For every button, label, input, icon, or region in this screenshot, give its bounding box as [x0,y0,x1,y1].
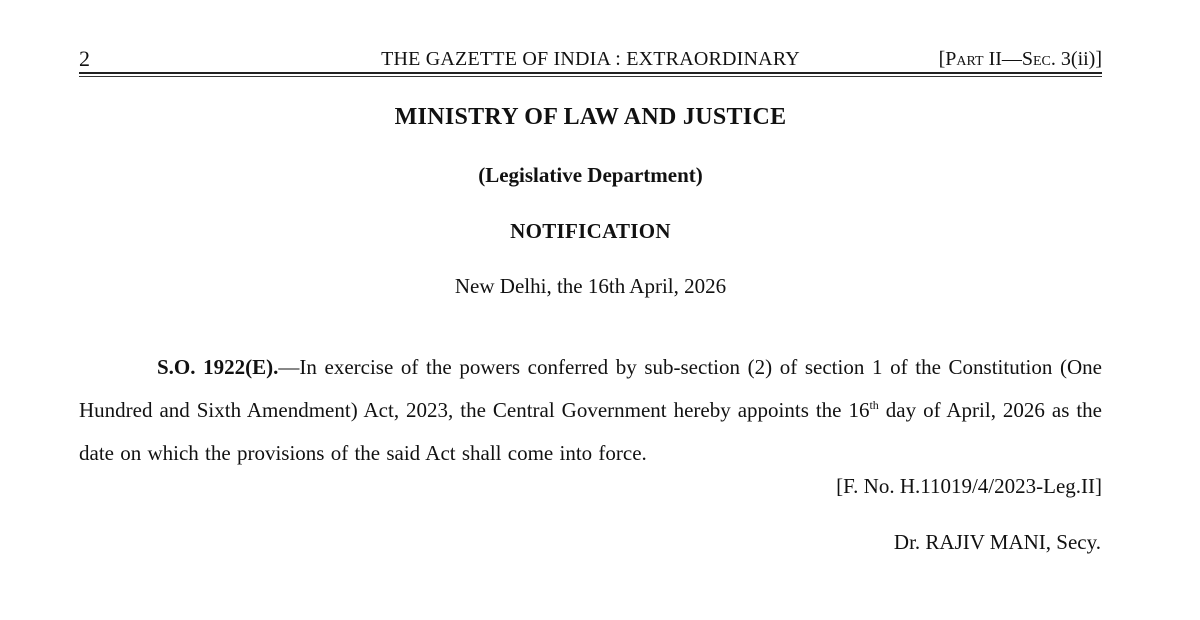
order-reference: S.O. 1922(E). [157,355,279,379]
ministry-heading: MINISTRY OF LAW AND JUSTICE [394,104,787,130]
ordinal-suffix: th [869,398,879,412]
place-date: New Delhi, the 16th April, 2026 [454,274,727,298]
body-text-part2: day of April, 2026 as the date on which the provisions of the said Act shall come into force. [79,398,1103,465]
signatory: Dr. RAJIV MANI, Secy. [893,530,1101,554]
gazette-title: THE GAZETTE OF INDIA : EXTRAORDINARY [381,48,800,70]
page-number: 2 [79,46,90,71]
header-rule-thin [79,76,1102,77]
body-text-part1: —In exercise of the powers conferred by sub-section (2) of section 1 of the Constitution (One Hundred and Sixth Amendment) Act, 2023, the Central Government hereby appoints the 16 [79,355,1102,422]
department-heading: (Legislative Department) [478,163,703,187]
part-section-prefix: [ [938,48,946,70]
part-section-label [939,46,1102,72]
notification-body [79,346,1102,475]
part-section-suffix: 3(ii)] [1055,48,1102,70]
part-section-part: Part II—Sec. [945,48,1056,70]
header-rule-thick [79,72,1102,74]
page-header [79,46,1102,72]
notification-heading: NOTIFICATION [510,219,671,243]
file-number: [F. No. H.11019/4/2023-Leg.II] [836,474,1102,498]
